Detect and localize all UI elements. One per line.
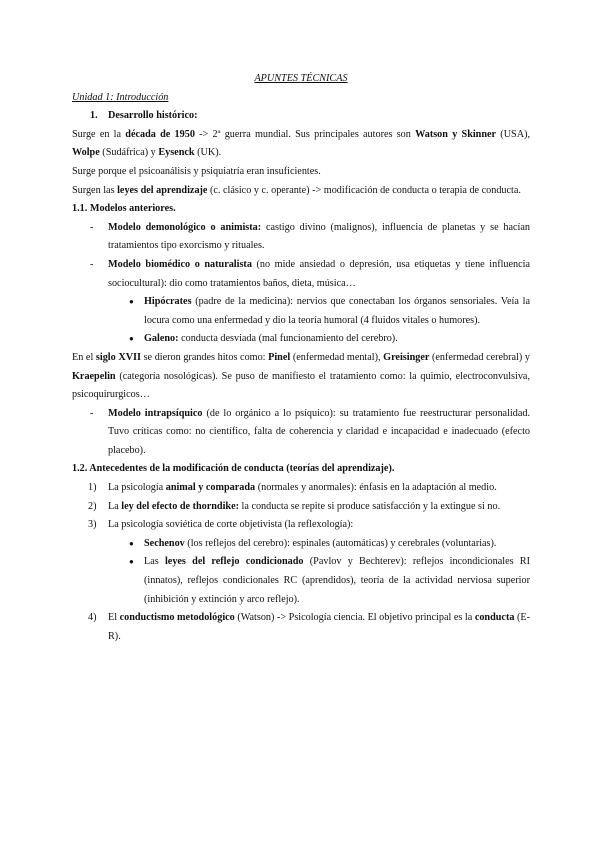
paragraph-siglo-xvii xyxy=(72,349,530,405)
bold-text: Modelo demonológico o animista: xyxy=(108,221,262,233)
text: (de lo orgánico a lo psíquico): su tratamiento fue reestructurar personalidad. Tuvo críticas como: no científico, falta de coherencia y claridad e incapacidad e inadecuado (efecto placebo). xyxy=(108,407,530,456)
text: (Pavlov y Bechterev): reflejos incondicionales RI (innatos), reflejos condicionales RC (aprendidos), teoría de la actividad nerviosa superior (inhibición y extinción y arco reflejo). xyxy=(144,556,530,605)
bold-text: ley del efecto de thorndike: xyxy=(121,500,239,512)
dash-item-demonologico xyxy=(72,219,530,256)
section-1-1-heading: 1.1. Modelos anteriores. xyxy=(72,203,176,215)
bold-text: animal y comparada xyxy=(165,482,256,494)
numbered-item-4 xyxy=(72,609,530,646)
section-1-number: 1. xyxy=(90,110,98,122)
text: Surgen las xyxy=(72,184,118,196)
bold-text: Eysenck xyxy=(158,147,195,159)
bullet-item-galeno xyxy=(72,330,530,349)
section-1-2-heading: 1.2. Antecedentes de la modificación de conducta (teorías del aprendizaje). xyxy=(72,463,395,475)
bold-text: Kraepelin xyxy=(72,370,116,382)
bold-text: conductismo metodológico xyxy=(119,612,235,624)
bullet-item-reflejo-condicionado xyxy=(72,553,530,609)
bold-text: leyes del aprendizaje xyxy=(117,184,208,196)
bold-text: Hipócrates xyxy=(144,296,192,308)
text: (categoría nosológicas). Se puso de manifiesto el tratamiento como: la quimio, electroconvulsiva, psicoquirurgicos… xyxy=(72,370,530,401)
item-number: 2) xyxy=(88,500,97,512)
text: La psicología soviética de corte objetivista (la reflexología): xyxy=(108,519,354,531)
bold-text: Modelo biomédico o naturalista xyxy=(108,258,252,270)
document-title: APUNTES TÉCNICAS xyxy=(254,73,348,84)
text: (los reflejos del cerebro): espinales (automáticas) y cerebrales (voluntarias). xyxy=(184,537,497,549)
item-number: 3) xyxy=(88,519,97,531)
text: (Sudáfrica) y xyxy=(99,147,159,159)
paragraph-reason: Surge porque el psicoanálisis y psiquiatría eran insuficientes. xyxy=(72,165,321,177)
text: (no mide ansiedad o depresión, usa etiquetas y tiene influencia sociocultural): dio como tratamientos baños, dieta, música… xyxy=(108,258,530,289)
numbered-item-3 xyxy=(72,516,530,535)
text: (E-R). xyxy=(108,612,530,642)
text: (padre de la medicina): nervios que conectaban los órganos sensoriales. Veía la locura como una enfermedad y dio la teoría humoral (4 fluidos vitales o humores). xyxy=(144,296,530,326)
bold-text: Watson y Skinner xyxy=(415,128,497,140)
text: (Watson) -> Psicología ciencia. El objetivo principal es la xyxy=(234,612,475,624)
paragraph-laws xyxy=(72,182,530,201)
text: la conducta se repite si produce satisfacción y la extingue si no. xyxy=(239,500,501,512)
bold-text: década de 1950 xyxy=(125,128,195,140)
bold-text: Galeno: xyxy=(144,333,179,345)
bold-text: Greisinger xyxy=(383,351,430,363)
paragraph-origin xyxy=(72,126,530,163)
text: -> 2ª guerra mundial. Sus principales autores son xyxy=(194,128,416,140)
text: El xyxy=(108,612,120,624)
text: En el xyxy=(72,351,96,363)
text: La xyxy=(108,500,122,512)
bold-text: siglo XVII xyxy=(95,351,141,363)
text: Las xyxy=(144,556,165,568)
bold-text: Pinel xyxy=(268,351,291,363)
bold-text: conducta xyxy=(474,612,515,624)
bold-text: Wolpe xyxy=(72,147,100,159)
text: (UK). xyxy=(194,147,222,159)
section-1-label: Desarrollo histórico: xyxy=(108,110,198,122)
text: (enfermedad mental), xyxy=(290,351,384,363)
text: (USA), xyxy=(496,128,531,140)
item-number: 1) xyxy=(88,482,97,494)
text: (enfermedad cerebral) y xyxy=(429,351,530,363)
text: La psicología xyxy=(108,482,166,494)
text: Surge en la xyxy=(72,128,126,140)
text: (normales y anormales): énfasis en la adaptación al medio. xyxy=(255,482,497,494)
text: castigo divino (malignos), influencia de planetas y se hacían tratamientos tipo exorcismo y rituales. xyxy=(108,221,530,252)
item-number: 4) xyxy=(88,612,97,624)
numbered-item-1 xyxy=(72,479,530,498)
dash-item-biomedico xyxy=(72,256,530,293)
dash-item-intrapsiquico xyxy=(72,405,530,461)
numbered-item-2 xyxy=(72,498,530,517)
text: conducta desviada (mal funcionamiento del cerebro). xyxy=(178,333,398,345)
bullet-item-hipocrates xyxy=(72,293,530,330)
unit-heading: Unidad 1: Introducción xyxy=(72,91,169,103)
bold-text: leyes del reflejo condicionado xyxy=(164,556,304,568)
section-1-heading xyxy=(72,107,530,126)
text: (c. clásico y c. operante) -> modificación de conducta o terapia de conducta. xyxy=(207,184,521,196)
bullet-item-sechenov xyxy=(72,535,530,554)
text: se dieron grandes hitos como: xyxy=(140,351,269,363)
bold-text: Sechenov xyxy=(144,537,185,549)
bold-text: Modelo intrapsíquico xyxy=(108,407,203,419)
